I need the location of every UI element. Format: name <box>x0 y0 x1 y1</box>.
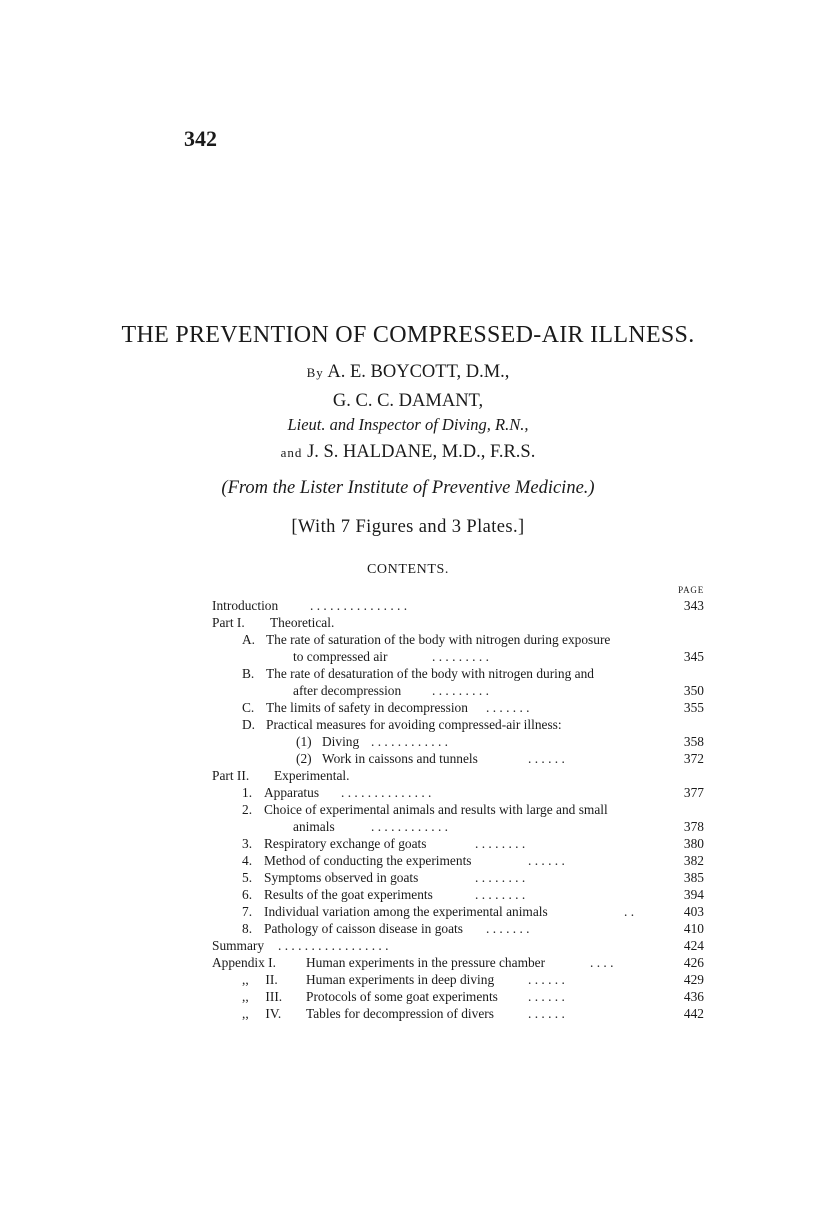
by-label: By <box>306 365 324 380</box>
toc-row-apparatus <box>0 784 816 802</box>
toc-page: 378 <box>683 819 704 834</box>
toc-row-respiratory <box>0 835 816 853</box>
toc-page: 382 <box>683 853 704 868</box>
toc-row-b-cont <box>0 682 816 700</box>
and-label: and <box>280 445 303 460</box>
toc-row-summary <box>0 937 816 955</box>
toc-text: animals <box>293 819 335 834</box>
toc-num: 4. <box>242 853 253 868</box>
toc-text: Practical measures for avoiding compressed-air illness: <box>266 717 562 732</box>
toc-page: 355 <box>683 700 704 715</box>
author-2: G. C. C. DAMANT, <box>332 391 484 411</box>
toc-text: Symptoms observed in goats <box>264 870 419 885</box>
toc-row-pathology <box>0 920 816 938</box>
toc-leader: . . . . . . <box>528 1006 565 1021</box>
toc-row-choice <box>0 801 816 819</box>
toc-page: 436 <box>683 989 704 1004</box>
toc-text: Experimental. <box>274 768 350 783</box>
toc-row-method <box>0 852 816 870</box>
toc-row-a-cont <box>0 648 816 666</box>
toc-text: The rate of desaturation of the body with nitrogen during and <box>266 666 594 681</box>
toc-num: Appendix I. <box>212 955 276 970</box>
toc-text: Pathology of caisson disease in goats <box>264 921 463 936</box>
toc-text: Theoretical. <box>270 615 335 630</box>
toc-leader: . . . . . . . <box>486 700 530 715</box>
toc-text: Respiratory exchange of goats <box>264 836 427 851</box>
toc-page: 343 <box>683 598 704 613</box>
toc-leader: . . . . . . . . . . . . . . . . . <box>278 938 389 953</box>
toc-leader: . . . . . . . . . <box>432 683 489 698</box>
toc-row-appendix-3 <box>0 988 816 1006</box>
toc-page: 403 <box>683 904 704 919</box>
toc-text: Summary <box>212 938 265 953</box>
toc-row-appendix-2 <box>0 971 816 989</box>
toc-leader: . . . . . . <box>528 972 565 987</box>
toc-text: Tables for decompression of divers <box>306 1006 494 1021</box>
toc-text: Protocols of some goat experiments <box>306 989 498 1004</box>
toc-row-part-2 <box>0 767 816 785</box>
toc-text: The rate of saturation of the body with nitrogen during exposure <box>266 632 611 647</box>
toc-num: 8. <box>242 921 253 936</box>
toc-leader: . . . . . . <box>528 751 565 766</box>
toc-row-c <box>0 699 816 717</box>
toc-page: 429 <box>683 972 704 987</box>
toc-page: 358 <box>683 734 704 749</box>
contents-heading: CONTENTS. <box>366 562 449 577</box>
toc-text: to compressed air <box>293 649 388 664</box>
toc-row-individual <box>0 903 816 921</box>
toc-text: Choice of experimental animals and results with large and small <box>264 802 608 817</box>
toc-leader: . . . . . . . . <box>475 870 526 885</box>
toc-leader: . . . . . . . . . . . . . . <box>341 785 432 800</box>
toc-num: 1. <box>242 785 253 800</box>
toc-row-b <box>0 665 816 683</box>
toc-text: Introduction <box>212 598 279 613</box>
toc-text: Human experiments in deep diving <box>306 972 495 987</box>
toc-leader: . . . . . . . . <box>475 887 526 902</box>
toc-page: 410 <box>683 921 704 936</box>
toc-num: Part II. <box>212 768 250 783</box>
toc-text: after decompression <box>293 683 402 698</box>
toc-page: 424 <box>683 938 704 953</box>
toc-leader: . . . . . . <box>528 989 565 1004</box>
toc-leader: . . . . . . . . . . . . <box>371 734 448 749</box>
toc-row-a <box>0 631 816 649</box>
toc-num: (2) <box>296 751 312 766</box>
toc-row-appendix-4 <box>0 1005 816 1023</box>
toc-text: Individual variation among the experimental animals <box>264 904 548 919</box>
toc-page: 345 <box>683 649 704 664</box>
toc-num: 6. <box>242 887 253 902</box>
toc-num: D. <box>242 717 256 732</box>
article-title: THE PREVENTION OF COMPRESSED-AIR ILLNESS. <box>121 322 695 348</box>
toc-num: C. <box>242 700 255 715</box>
page-number: 342 <box>184 126 217 151</box>
toc-num: 7. <box>242 904 253 919</box>
toc-page: 377 <box>683 785 704 800</box>
toc-row-d <box>0 716 816 734</box>
toc-leader: . . . . . . . . <box>475 836 526 851</box>
toc-row-results <box>0 886 816 904</box>
toc-row-introduction <box>0 597 816 615</box>
toc-row-symptoms <box>0 869 816 887</box>
toc-text: Method of conducting the experiments <box>264 853 472 868</box>
toc-leader: . . . . . . . <box>486 921 530 936</box>
toc-page: 380 <box>683 836 704 851</box>
author-1: A. E. BOYCOTT, D.M., <box>327 362 510 382</box>
toc-leader: . . . . <box>590 955 614 970</box>
toc-text: Results of the goat experiments <box>264 887 433 902</box>
toc-row-part-1 <box>0 614 816 632</box>
toc-num: A. <box>242 632 256 647</box>
toc-leader: . . . . . . . . . . . . . . . <box>310 598 408 613</box>
page-column-label: PAGE <box>678 585 704 595</box>
toc-text: Apparatus <box>264 785 320 800</box>
toc-page: 426 <box>683 955 704 970</box>
toc-num: B. <box>242 666 255 681</box>
toc-leader: . . <box>624 904 635 919</box>
toc-num: ,, IV. <box>242 1006 282 1021</box>
author-2-role-text: Lieut. and Inspector of Diving, R.N., <box>287 415 529 434</box>
toc-row-choice-cont <box>0 818 816 836</box>
toc-page: 350 <box>683 683 704 698</box>
toc-num: ,, III. <box>242 989 283 1004</box>
toc-leader: . . . . . . . . . . . . <box>371 819 448 834</box>
affiliation: (From the Lister Institute of Preventive Medicine.) <box>221 478 595 498</box>
toc-num: Part I. <box>212 615 245 630</box>
toc-leader: . . . . . . <box>528 853 565 868</box>
toc-row-appendix-1 <box>0 954 816 972</box>
toc-row-caissons <box>0 750 816 768</box>
toc-page: 394 <box>683 887 704 902</box>
toc-text: Human experiments in the pressure chamber <box>306 955 546 970</box>
toc-text: Diving <box>322 734 360 749</box>
toc-page: 372 <box>683 751 704 766</box>
toc-num: 2. <box>242 802 253 817</box>
toc-page: 442 <box>683 1006 704 1021</box>
toc-row-diving <box>0 733 816 751</box>
toc-leader: . . . . . . . . . <box>432 649 489 664</box>
toc-num: 5. <box>242 870 253 885</box>
figures-note: [With 7 Figures and 3 Plates.] <box>291 517 525 537</box>
toc-text: Work in caissons and tunnels <box>322 751 478 766</box>
author-3: J. S. HALDANE, M.D., F.R.S. <box>307 442 536 462</box>
toc-text: The limits of safety in decompression <box>266 700 468 715</box>
toc-num: (1) <box>296 734 312 749</box>
toc-num: ,, II. <box>242 972 278 987</box>
toc-num: 3. <box>242 836 253 851</box>
toc-page: 385 <box>683 870 704 885</box>
